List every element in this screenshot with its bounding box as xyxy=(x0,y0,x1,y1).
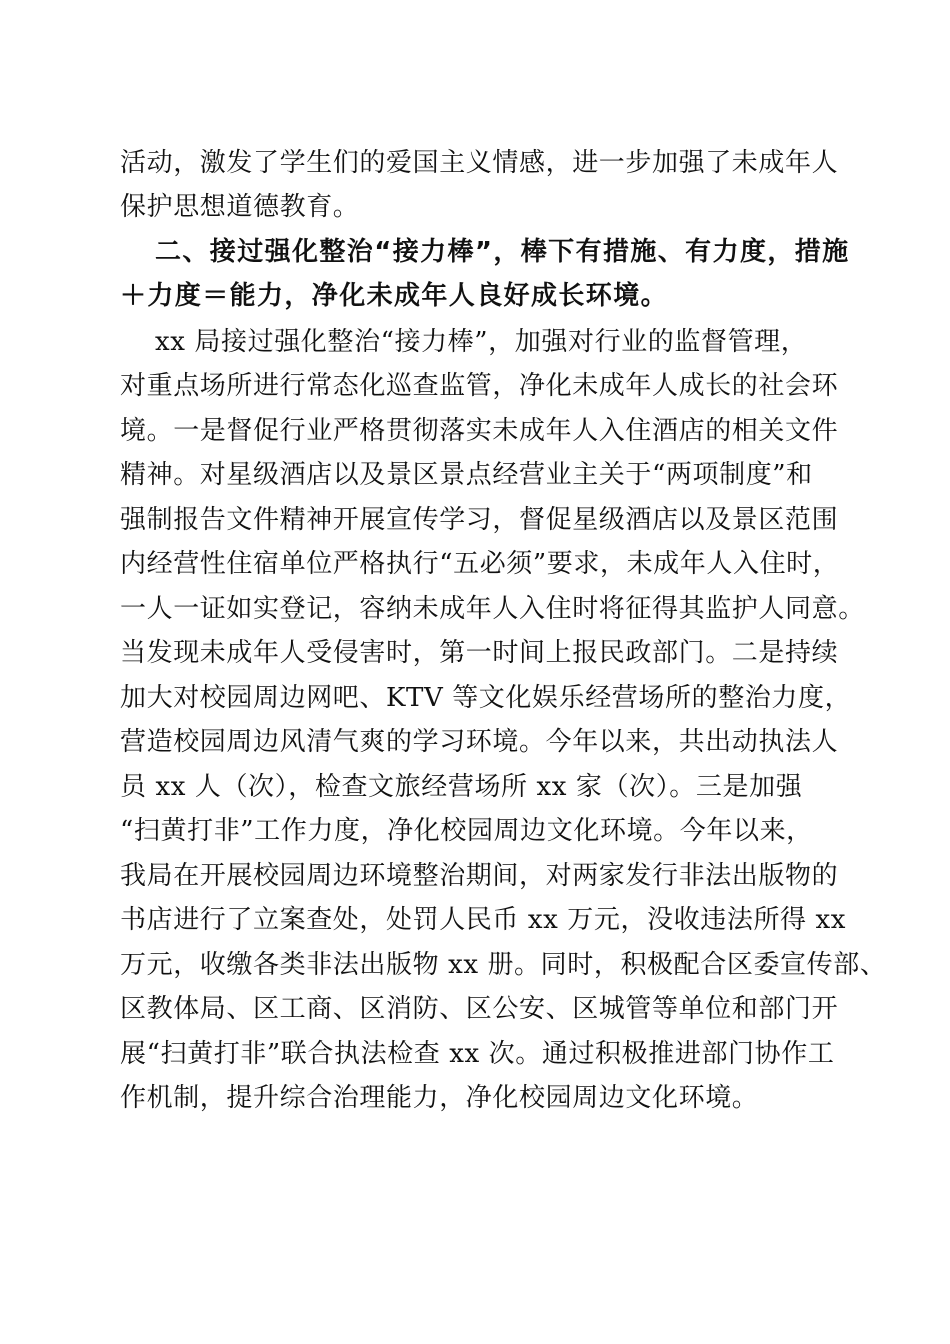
text-line: 一人一证如实登记，容纳未成年人入住时将征得其监护人同意。 xyxy=(120,594,865,624)
text-line: “扫黄打非”工作力度，净化校园周边文化环境。今年以来， xyxy=(120,816,813,846)
text-line: xx 局接过强化整治“接力棒”，加强对行业的监督管理， xyxy=(155,327,808,357)
text-line: 展“扫黄打非”联合执法检查 xx 次。通过积极推进部门协作工 xyxy=(120,1039,835,1069)
text-line: 员 xx 人（次），检查文旅经营场所 xx 家（次）。三是加强 xyxy=(120,772,803,802)
text-line: 保护思想道德教育。 xyxy=(120,192,360,222)
text-line: 当发现未成年人受侵害时，第一时间上报民政部门。二是持续 xyxy=(120,638,839,668)
text-line: 营造校园周边风清气爽的学习环境。今年以来，共出动执法人 xyxy=(120,727,839,757)
text-line: 活动，激发了学生们的爱国主义情感，进一步加强了未成年人 xyxy=(120,148,839,178)
text-line: 强制报告文件精神开展宣传学习，督促星级酒店以及景区范围 xyxy=(120,505,839,535)
text-line: 对重点场所进行常态化巡查监管，净化未成年人成长的社会环 xyxy=(120,371,839,401)
text-line: 境。一是督促行业严格贯彻落实未成年人入住酒店的相关文件 xyxy=(120,416,839,446)
text-line: 区教体局、区工商、区消防、区公安、区城管等单位和部门开 xyxy=(120,994,839,1024)
text-line: 万元，收缴各类非法出版物 xx 册。同时，积极配合区委宣传部、 xyxy=(120,950,887,980)
text-line: 作机制，提升综合治理能力，净化校园周边文化环境。 xyxy=(120,1083,759,1113)
text-line: 加大对校园周边网吧、KTV 等文化娱乐经营场所的整治力度， xyxy=(120,683,852,713)
text-line: 我局在开展校园周边环境整治期间，对两家发行非法出版物的 xyxy=(120,861,839,891)
section-heading-line: ＋力度＝能力，净化未成年人良好成长环境。 xyxy=(120,281,669,311)
text-line: 精神。对星级酒店以及景区景点经营业主关于“两项制度”和 xyxy=(120,460,813,490)
text-line: 书店进行了立案查处，处罚人民币 xx 万元，没收违法所得 xx xyxy=(120,905,847,935)
section-heading-line: 二、接过强化整治“接力棒”，棒下有措施、有力度，措施 xyxy=(155,237,850,267)
text-line: 内经营性住宿单位严格执行“五必须”要求，未成年人入住时， xyxy=(120,549,840,579)
